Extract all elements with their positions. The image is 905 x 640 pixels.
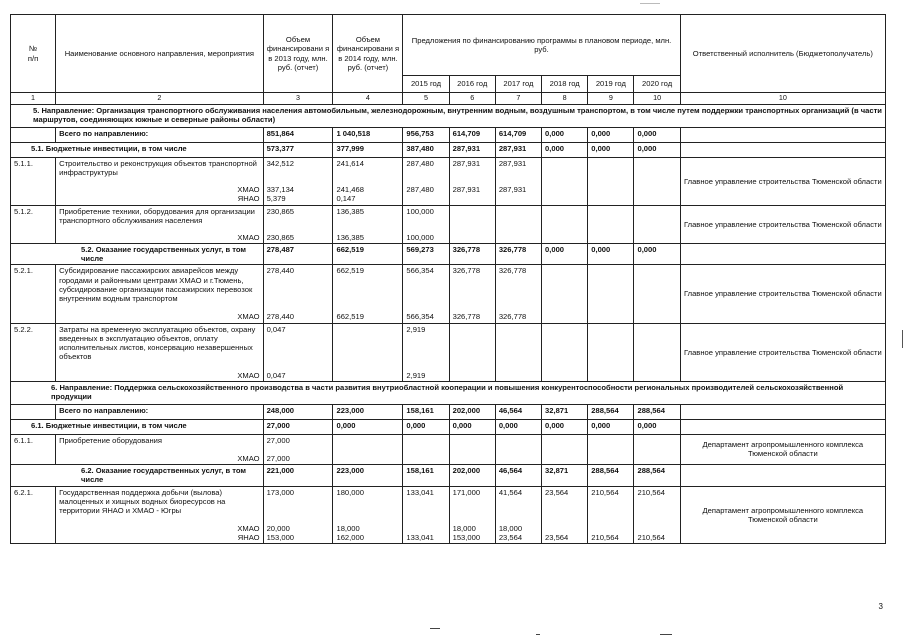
value-cell: 287,931 287,931	[495, 158, 541, 206]
value-cell: 221,000	[263, 465, 333, 487]
item-num: 5.1.1.	[11, 158, 56, 206]
item-row	[11, 434, 886, 464]
value-cell: 0,000	[449, 419, 495, 434]
value-cell: 27,000 27,000	[263, 434, 333, 464]
item-num: 5.1.2.	[11, 205, 56, 243]
value-cell: 326,778	[495, 243, 541, 265]
value-cell: 326,778	[449, 243, 495, 265]
value-cell: 288,564	[588, 465, 634, 487]
value-cell: 614,709	[449, 128, 495, 143]
value-cell: 287,931	[495, 143, 541, 158]
page-number: 3	[878, 602, 883, 611]
value-cell: 173,000 20,000 153,000	[263, 486, 333, 544]
item-row	[11, 323, 886, 381]
value-cell: 210,564 210,564	[634, 486, 680, 544]
value-cell: 171,000 18,000 153,000	[449, 486, 495, 544]
subsection-label: 6.2. Оказание государственных услуг, в том числе	[11, 465, 264, 487]
col-num: 8	[542, 93, 588, 105]
value-cell: 241,614 241,468 0,147	[333, 158, 403, 206]
value-cell: 573,377	[263, 143, 333, 158]
value-cell: 0,000	[542, 419, 588, 434]
col-num: 2	[56, 93, 263, 105]
responsible-cell: Департамент агропромышленного комплекса Тюменской области	[680, 486, 885, 544]
financing-table	[10, 14, 886, 544]
value-cell: 23,564 23,564	[542, 486, 588, 544]
section-title: 6. Направление: Поддержка сельскохозяйственного производства в части развития внутриобластной кооперации и повышения конкурентоспособности региональных производителей сельскохозяйственной продукции	[11, 381, 886, 404]
value-cell: 100,000 100,000	[403, 205, 449, 243]
value-cell: 288,564	[634, 404, 680, 419]
item-row	[11, 486, 886, 544]
value-cell: 158,161	[403, 465, 449, 487]
item-num: 6.2.1.	[11, 486, 56, 544]
header-num: № п/п	[11, 15, 56, 93]
item-text: Государственная поддержка добычи (вылова) малоценных и хищных водных биоресурсов на территории ЯНАО и ХМАО - Югры ХМАО ЯНАО	[56, 486, 263, 544]
subsection-label: 5.1. Бюджетные инвестиции, в том числе	[11, 143, 264, 158]
value-cell: 0,000	[333, 419, 403, 434]
header-plan: Предложения по финансированию программы в плановом периоде, млн. руб.	[403, 15, 680, 76]
col-num: 5	[403, 93, 449, 105]
header-year: 2017 год	[495, 76, 541, 93]
value-cell: 569,273	[403, 243, 449, 265]
header-year: 2020 год	[634, 76, 680, 93]
value-cell: 0,000	[634, 128, 680, 143]
col-num: 9	[588, 93, 634, 105]
value-cell: 223,000	[333, 404, 403, 419]
col-num: 10	[634, 93, 680, 105]
item-row	[11, 205, 886, 243]
value-cell: 32,871	[542, 465, 588, 487]
value-cell: 223,000	[333, 465, 403, 487]
scan-edge-mark	[902, 330, 903, 348]
responsible-cell: Департамент агропромышленного комплекса Тюменской области	[680, 434, 885, 464]
value-cell: 202,000	[449, 404, 495, 419]
value-cell: 41,564 18,000 23,564	[495, 486, 541, 544]
value-cell: 662,519 662,519	[333, 265, 403, 323]
value-cell: 0,000	[588, 143, 634, 158]
value-cell: 0,000	[542, 128, 588, 143]
value-cell: 0,000	[634, 143, 680, 158]
responsible-cell: Главное управление строительства Тюменской области	[680, 265, 885, 323]
section-6-total-row	[11, 404, 886, 419]
header-year: 2015 год	[403, 76, 449, 93]
value-cell: 0,000	[542, 243, 588, 265]
value-cell: 566,354 566,354	[403, 265, 449, 323]
value-cell: 0,047 0,047	[263, 323, 333, 381]
value-cell: 851,864	[263, 128, 333, 143]
value-cell: 0,000	[495, 419, 541, 434]
header-vol-2013: Объем финансировани я в 2013 году, млн. руб. (отчет)	[263, 15, 333, 93]
value-cell: 158,161	[403, 404, 449, 419]
header-name: Наименование основного направления, мероприятия	[56, 15, 263, 93]
value-cell: 287,931 287,931	[449, 158, 495, 206]
value-cell: 288,564	[634, 465, 680, 487]
value-cell: 210,564 210,564	[588, 486, 634, 544]
column-numbers-row	[11, 93, 886, 105]
item-text: Затраты на временную эксплуатацию объектов, охрану введенных в эксплуатацию объектов, оплату исполнительных листов, консервацию незавершенных объектов ХМАО	[56, 323, 263, 381]
item-text: Строительство и реконструкция объектов транспортной инфраструктуры ХМАО ЯНАО	[56, 158, 263, 206]
value-cell: 342,512 337,134 5,379	[263, 158, 333, 206]
value-cell: 326,778 326,778	[495, 265, 541, 323]
subsection-label: 5.2. Оказание государственных услуг, в том числе	[11, 243, 264, 265]
value-cell: 387,480	[403, 143, 449, 158]
value-cell: 133,041 133,041	[403, 486, 449, 544]
scan-speck	[430, 628, 440, 629]
value-cell: 0,000	[634, 243, 680, 265]
section-6-title-row	[11, 381, 886, 404]
header-vol-2014: Объем финансировани я в 2014 году, млн. руб. (отчет)	[333, 15, 403, 93]
value-cell: 287,480 287,480	[403, 158, 449, 206]
item-num: 5.2.1.	[11, 265, 56, 323]
col-num: 3	[263, 93, 333, 105]
value-cell: 0,000	[588, 243, 634, 265]
responsible-cell: Главное управление строительства Тюменской области	[680, 158, 885, 206]
value-cell: 0,000	[634, 419, 680, 434]
value-cell: 136,385 136,385	[333, 205, 403, 243]
value-cell: 288,564	[588, 404, 634, 419]
item-text: Субсидирование пассажирских авиарейсов между городами и районными центрами ХМАО и г.Тюмень, субсидирование организации пассажирских перевозок внутренним водным транспортом ХМАО	[56, 265, 263, 323]
col-num: 1	[11, 93, 56, 105]
value-cell: 230,865 230,865	[263, 205, 333, 243]
value-cell: 287,931	[449, 143, 495, 158]
header-year: 2019 год	[588, 76, 634, 93]
header-responsible: Ответственный исполнитель (Бюджетополучатель)	[680, 15, 885, 93]
subsection-label: 6.1. Бюджетные инвестиции, в том числе	[11, 419, 264, 434]
subsection-row	[11, 143, 886, 158]
scan-speck	[660, 634, 672, 635]
total-label: Всего по направлению:	[56, 128, 263, 143]
subsection-row	[11, 243, 886, 265]
col-num: 7	[495, 93, 541, 105]
value-cell: 0,000	[588, 128, 634, 143]
item-row	[11, 265, 886, 323]
section-5-title-row	[11, 105, 886, 128]
item-num: 6.1.1.	[11, 434, 56, 464]
value-cell: 202,000	[449, 465, 495, 487]
section-5-total-row	[11, 128, 886, 143]
responsible-cell: Главное управление строительства Тюменской области	[680, 205, 885, 243]
col-num: 10	[680, 93, 885, 105]
value-cell: 326,778 326,778	[449, 265, 495, 323]
header-row	[11, 15, 886, 76]
item-row	[11, 158, 886, 206]
value-cell: 1 040,518	[333, 128, 403, 143]
value-cell: 46,564	[495, 465, 541, 487]
value-cell: 278,487	[263, 243, 333, 265]
value-cell: 377,999	[333, 143, 403, 158]
section-title: 5. Направление: Организация транспортного обслуживания населения автомобильным, железнодорожным, внутренним водным, воздушным транспортом, в том числе путем поддержки транспортных организаций (в части маршрутов, соединяющих южные и северные районы области)	[11, 105, 886, 128]
item-text: Приобретение техники, оборудования для организации транспортного обслуживания населения ХМАО	[56, 205, 263, 243]
value-cell: 0,000	[588, 419, 634, 434]
header-year: 2016 год	[449, 76, 495, 93]
value-cell: 956,753	[403, 128, 449, 143]
col-num: 4	[333, 93, 403, 105]
scan-speck	[640, 3, 660, 4]
value-cell: 614,709	[495, 128, 541, 143]
total-label: Всего по направлению:	[56, 404, 263, 419]
value-cell: 180,000 18,000 162,000	[333, 486, 403, 544]
value-cell: 662,519	[333, 243, 403, 265]
subsection-row	[11, 419, 886, 434]
value-cell: 32,871	[542, 404, 588, 419]
item-num: 5.2.2.	[11, 323, 56, 381]
value-cell: 0,000	[542, 143, 588, 158]
responsible-cell: Главное управление строительства Тюменской области	[680, 323, 885, 381]
subsection-row	[11, 465, 886, 487]
col-num: 6	[449, 93, 495, 105]
value-cell: 278,440 278,440	[263, 265, 333, 323]
value-cell: 2,919 2,919	[403, 323, 449, 381]
value-cell: 46,564	[495, 404, 541, 419]
value-cell: 0,000	[403, 419, 449, 434]
value-cell: 27,000	[263, 419, 333, 434]
scan-speck	[536, 634, 540, 635]
header-year: 2018 год	[542, 76, 588, 93]
item-text: Приобретение оборудования ХМАО	[56, 434, 263, 464]
value-cell: 248,000	[263, 404, 333, 419]
